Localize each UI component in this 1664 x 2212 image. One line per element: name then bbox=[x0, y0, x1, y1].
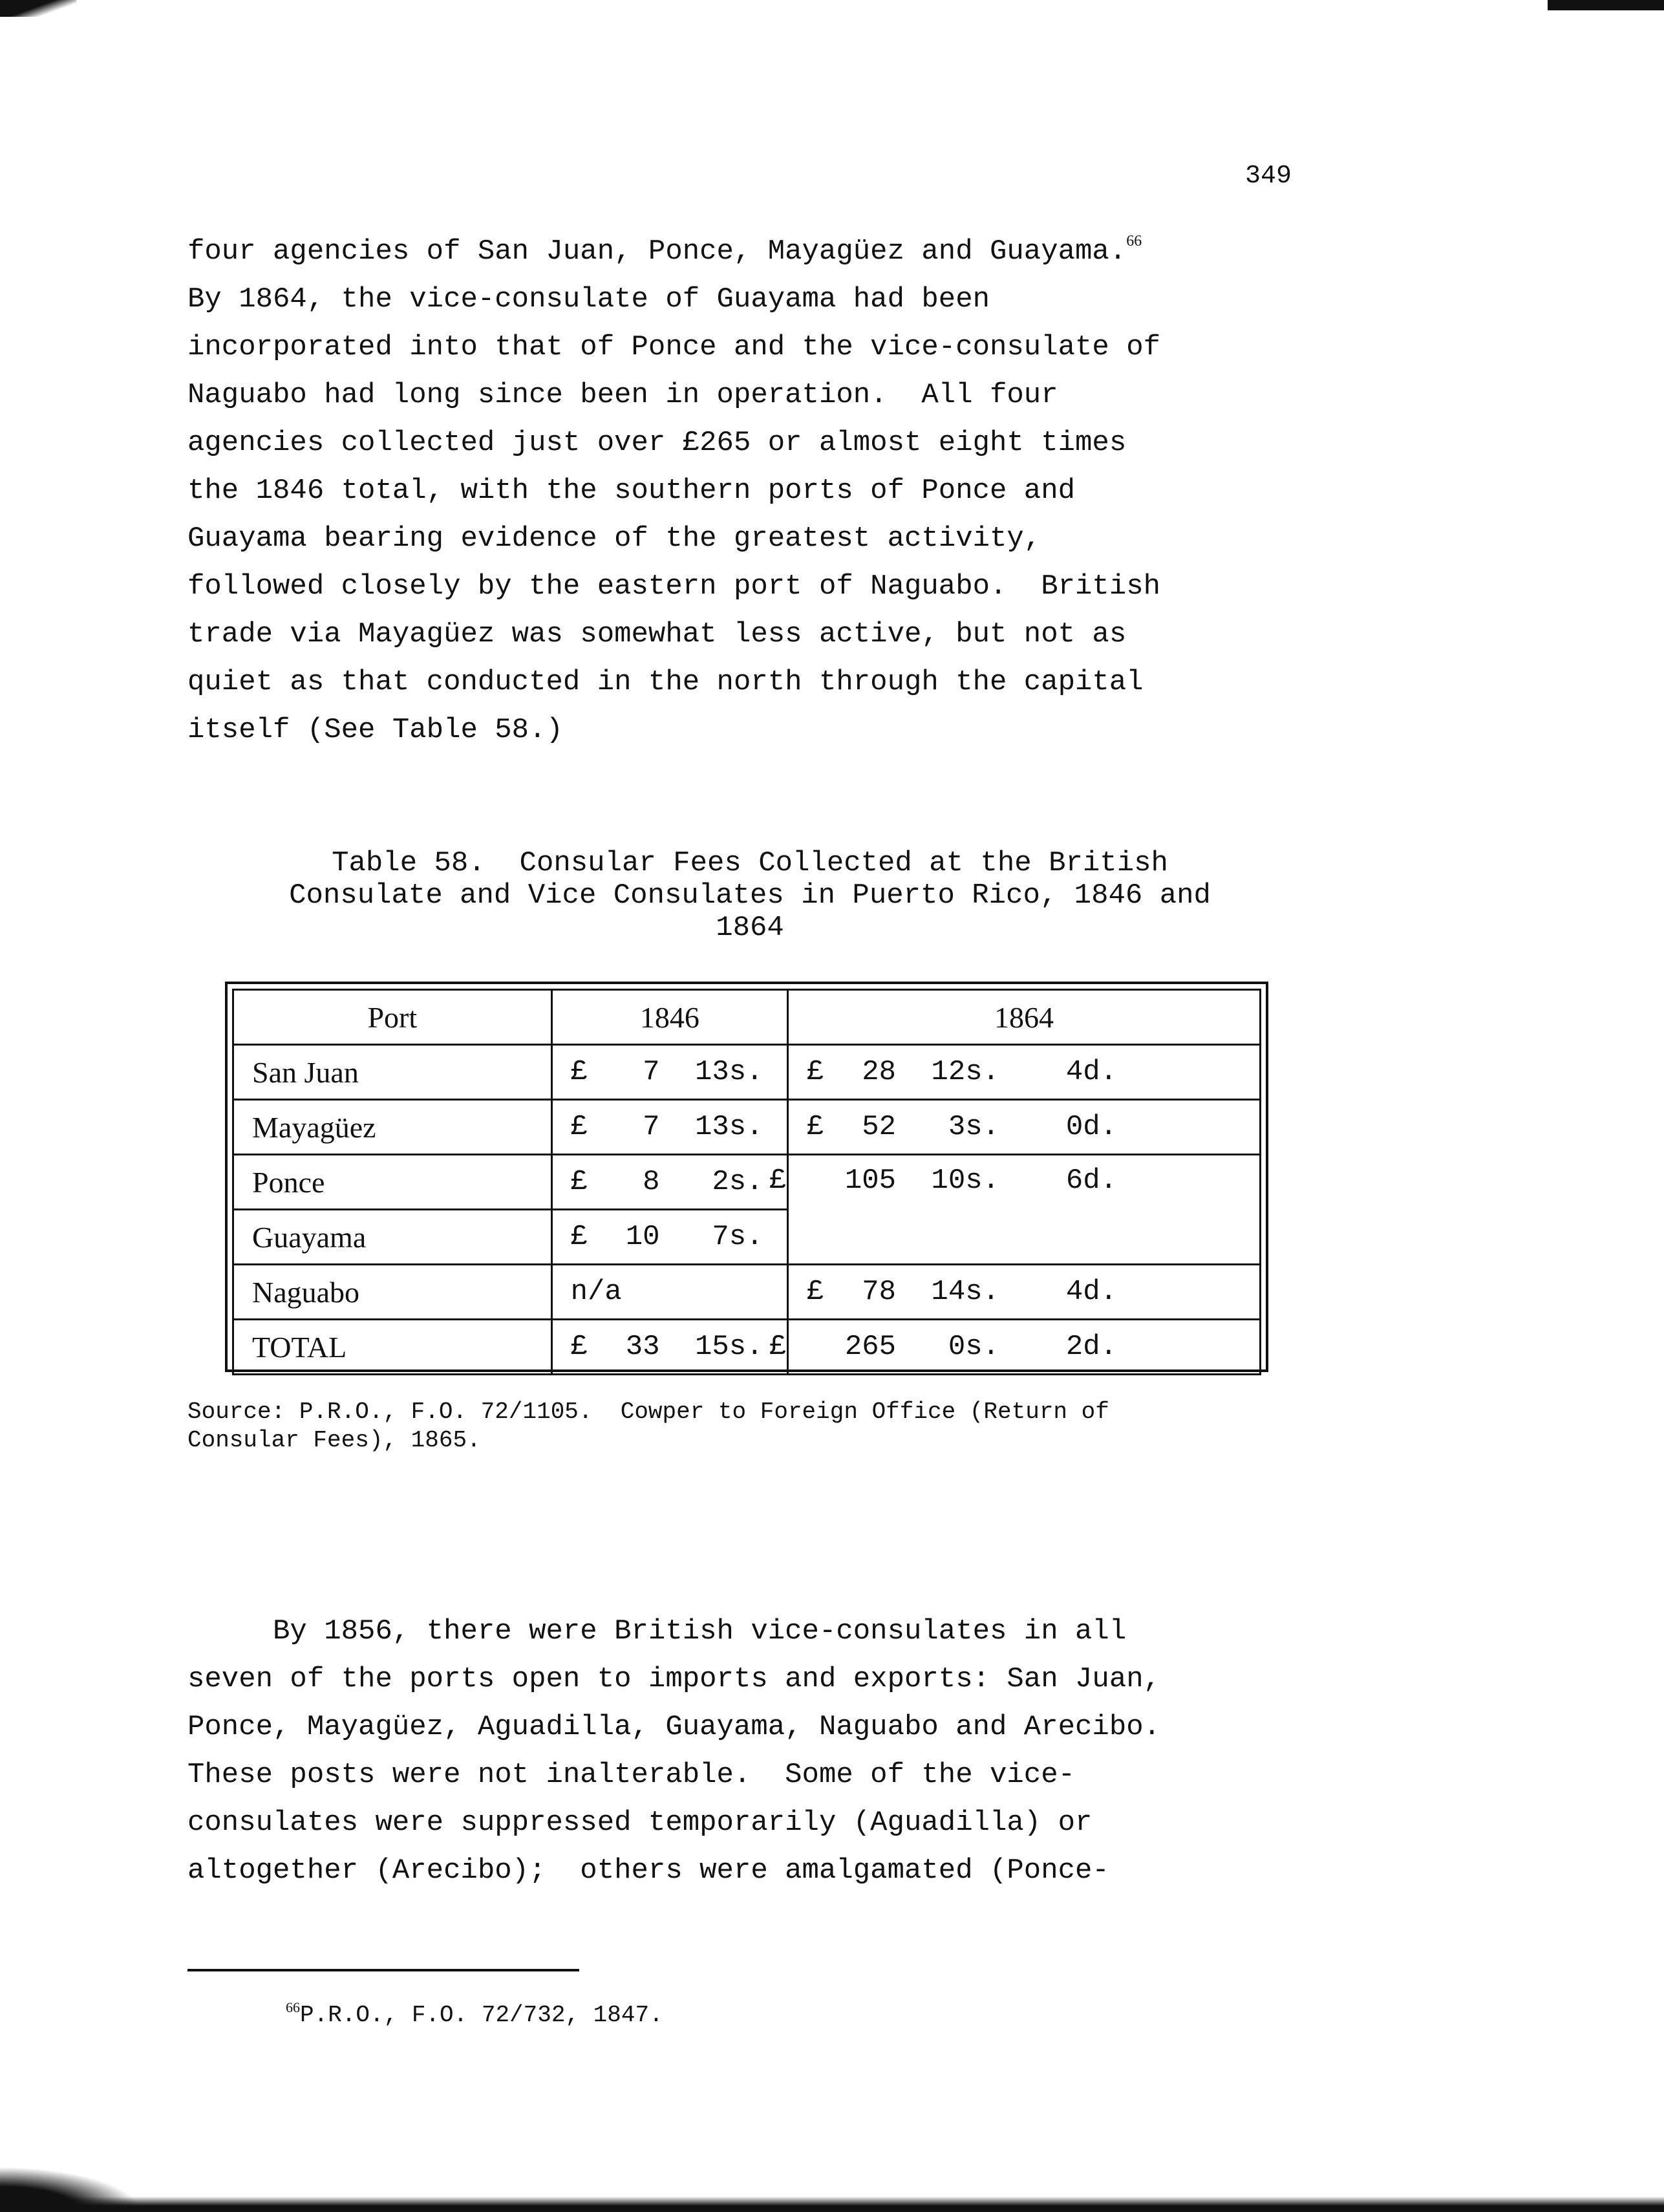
footnote-reference: 66 bbox=[1126, 233, 1142, 250]
consular-fees-table bbox=[232, 989, 1261, 1375]
column-header-1864: 1864 bbox=[788, 990, 1261, 1045]
fee-1846-cell: £ 7 13s. bbox=[551, 1045, 787, 1100]
text-line: incorporated into that of Ponce and the vice-consulate of bbox=[187, 331, 1161, 363]
text-line: By 1856, there were British vice-consulates in all bbox=[187, 1615, 1127, 1648]
table-source-note bbox=[187, 1398, 1325, 1455]
footnote bbox=[286, 1999, 663, 2028]
footnote-divider bbox=[187, 1969, 579, 1971]
text-line: followed closely by the eastern port of Naguabo. British bbox=[187, 570, 1161, 603]
table-frame bbox=[225, 982, 1268, 1372]
table-total-row bbox=[233, 1320, 1261, 1375]
text-line: Guayama bearing evidence of the greatest activity, bbox=[187, 522, 1041, 555]
fee-1864-cell: £ 265 0s. 2d. bbox=[788, 1320, 1261, 1375]
port-cell: Guayama bbox=[233, 1210, 552, 1265]
column-header-port: Port bbox=[233, 990, 552, 1045]
text-line: seven of the ports open to imports and exports: San Juan, bbox=[187, 1663, 1161, 1695]
port-cell: Ponce bbox=[233, 1155, 552, 1210]
port-cell: Mayagüez bbox=[233, 1100, 552, 1155]
text-line: Ponce, Mayagüez, Aguadilla, Guayama, Naguabo and Arecibo. bbox=[187, 1711, 1161, 1743]
table-row bbox=[233, 1100, 1261, 1155]
page-number: 349 bbox=[1245, 162, 1292, 191]
text-line: Naguabo had long since been in operation. All four bbox=[187, 379, 1058, 411]
body-paragraph-2 bbox=[187, 1607, 1325, 1895]
source-line: Source: P.R.O., F.O. 72/1105. Cowper to Foreign Office (Return of bbox=[187, 1399, 1109, 1425]
text-line: agencies collected just over £265 or almost eight times bbox=[187, 427, 1127, 459]
table-row bbox=[233, 1265, 1261, 1320]
body-paragraph-1 bbox=[187, 217, 1325, 754]
fee-1846-cell: £ 8 2s. bbox=[551, 1155, 787, 1210]
fee-1864-cell: £ 52 3s. 0d. bbox=[788, 1100, 1261, 1155]
caption-line: Table 58. Consular Fees Collected at the British bbox=[332, 847, 1168, 879]
text-line: consulates were suppressed temporarily (Aguadilla) or bbox=[187, 1807, 1093, 1839]
text-line: four agencies of San Juan, Ponce, Mayagüez and Guayama.$^{66}$ bbox=[187, 233, 1142, 268]
text-line: the 1846 total, with the southern ports of Ponce and bbox=[187, 475, 1076, 507]
fee-1864-cell: £ 28 12s. 4d. bbox=[788, 1045, 1261, 1100]
port-cell: TOTAL bbox=[233, 1320, 552, 1375]
fee-1864-cell: £ 78 14s. 4d. bbox=[788, 1265, 1261, 1320]
port-cell: Naguabo bbox=[233, 1265, 552, 1320]
table-row bbox=[233, 1155, 1261, 1210]
text-line: quiet as that conducted in the north through the capital bbox=[187, 666, 1144, 698]
fee-1846-cell: £ 33 15s. bbox=[551, 1320, 787, 1375]
text-line: By 1864, the vice-consulate of Guayama had been bbox=[187, 283, 990, 316]
scan-edge-bottom bbox=[0, 2196, 1664, 2212]
source-line: Consular Fees), 1865. bbox=[187, 1427, 481, 1454]
table-row bbox=[233, 1045, 1261, 1100]
port-cell: San Juan bbox=[233, 1045, 552, 1100]
table-header-row bbox=[233, 990, 1261, 1045]
text-line: trade via Mayagüez was somewhat less active, but not as bbox=[187, 618, 1127, 650]
text-line: altogether (Arecibo); others were amalgamated (Ponce- bbox=[187, 1854, 1109, 1887]
scan-edge-top-left bbox=[0, 0, 76, 17]
footnote-marker: 66 bbox=[286, 1999, 300, 2015]
caption-line: 1864 bbox=[716, 912, 784, 944]
fee-1846-cell: £ 7 13s. bbox=[551, 1100, 787, 1155]
text-line: These posts were not inalterable. Some of the vice- bbox=[187, 1759, 1076, 1791]
caption-line: Consulate and Vice Consulates in Puerto Rico, 1846 and bbox=[289, 879, 1211, 912]
column-header-1846: 1846 bbox=[551, 990, 787, 1045]
footnote-text: P.R.O., F.O. 72/732, 1847. bbox=[300, 2002, 663, 2028]
table-caption bbox=[187, 847, 1312, 944]
fee-1864-cell-merged: £ 105 10s. 6d. bbox=[788, 1155, 1261, 1265]
fee-1846-cell: n/a bbox=[551, 1265, 787, 1320]
text-line: itself (See Table 58.) bbox=[187, 714, 563, 746]
fee-1846-cell: £ 10 7s. bbox=[551, 1210, 787, 1265]
scan-edge-top-right bbox=[1548, 0, 1664, 10]
scan-edge-bottom-left bbox=[0, 2167, 142, 2212]
